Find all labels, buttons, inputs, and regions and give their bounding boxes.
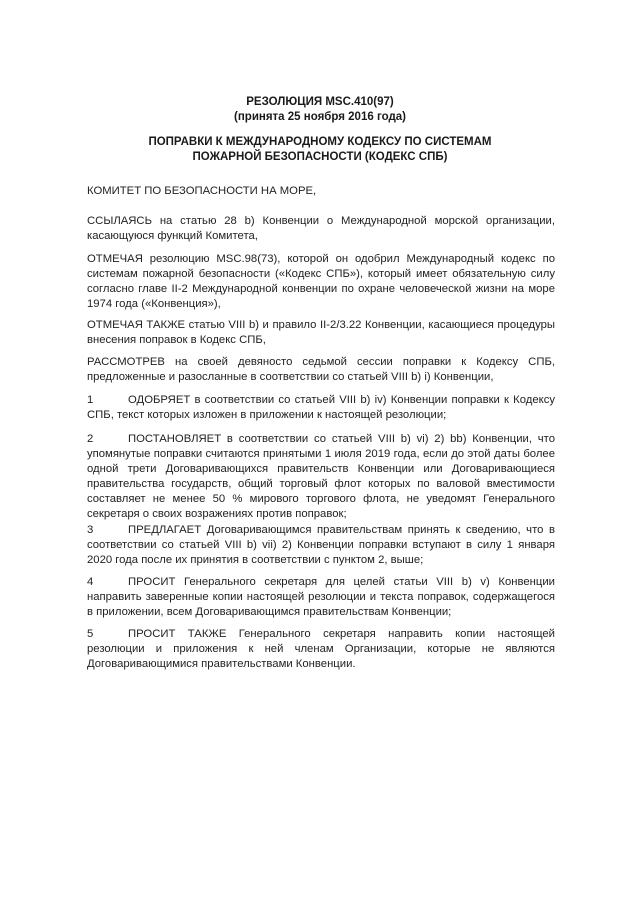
paragraph-line: резолюции и приложения к ней членам Организации, которые не являются	[87, 643, 555, 655]
paragraph-line	[87, 627, 555, 642]
resolution-heading	[0, 95, 640, 125]
paragraph-number: 4	[87, 576, 94, 588]
resolution-title: РЕЗОЛЮЦИЯ MSC.410(97)	[246, 96, 394, 108]
amendments-heading	[0, 135, 640, 165]
paragraph-line	[87, 432, 555, 447]
paragraph-line: Договаривающимися правительствами Конвенции.	[87, 658, 356, 670]
paragraph-line: направить заверенные копии настоящей резолюции и текста поправок, содержащегося	[87, 591, 555, 603]
paragraph-line-text: ПРЕДЛАГАЕТ Договаривающимся правительствам принять к сведению, что в	[128, 524, 555, 536]
paragraph-line	[87, 523, 555, 538]
paragraph-line: РАССМОТРЕВ на своей девяносто седьмой сессии поправки к Кодексу СПБ,	[87, 356, 555, 368]
paragraph-line: согласно главе II-2 Международной конвенции по охране человеческой жизни на море	[87, 283, 555, 295]
operative-paragraph-1	[87, 393, 555, 423]
paragraph-line: секретаря о своих возражениях против поправок;	[87, 508, 347, 520]
noting-also-paragraph	[87, 318, 555, 348]
paragraph-line-text: ПОСТАНОВЛЯЕТ в соответствии со статьей VIII b) vi) 2) bb) Конвенции, что	[128, 433, 555, 445]
paragraph-line: ССЫЛАЯСЬ на статью 28 b) Конвенции о Международной морской организации,	[87, 215, 555, 227]
operative-paragraph-3	[87, 523, 555, 568]
paragraph-line: 1974 года («Конвенция»),	[87, 298, 221, 310]
operative-paragraph-5	[87, 627, 555, 672]
paragraph-number: 1	[87, 394, 94, 406]
amendments-title-line-2: ПОЖАРНОЙ БЕЗОПАСНОСТИ (КОДЕКС СПБ)	[192, 151, 448, 163]
paragraph-line: системам пожарной безопасности («Кодекс СПБ»), который имеет обязательную силу	[87, 268, 555, 280]
noting-paragraph	[87, 252, 555, 312]
paragraph-line: соответствии со статьей VIII b) vii) 2) Конвенции поправки вступают в силу 1 января	[87, 539, 555, 551]
paragraph-line: одной трети Договаривающихся правительств Конвенции или Договаривающиеся	[87, 463, 555, 475]
paragraph-line: касающуюся функций Комитета,	[87, 230, 258, 242]
paragraph-line: в приложении, всем Договаривающимся правительствам Конвенции;	[87, 606, 452, 618]
paragraph-line	[87, 575, 555, 590]
operative-paragraph-2	[87, 432, 555, 522]
paragraph-line: внесения поправок в Кодекс СПБ,	[87, 334, 266, 346]
paragraph-line: предложенные и разосланные в соответствии со статьей VIII b) i) Конвенции,	[87, 371, 494, 383]
adopted-date: (принята 25 ноября 2016 года)	[234, 111, 406, 123]
paragraph-number: 5	[87, 628, 94, 640]
paragraph-line: ОТМЕЧАЯ ТАКЖЕ статью VIII b) и правило II-2/3.22 Конвенции, касающиеся процедуры	[87, 319, 555, 331]
committee-text: КОМИТЕТ ПО БЕЗОПАСНОСТИ НА МОРЕ,	[87, 185, 317, 197]
operative-paragraph-4	[87, 575, 555, 620]
paragraph-line: 2020 года после их принятия в соответствии с пунктом 2, выше;	[87, 554, 424, 566]
paragraph-line: СПБ, текст которых изложен в приложении к настоящей резолюции;	[87, 409, 447, 421]
having-considered-paragraph	[87, 355, 555, 385]
paragraph-line: правительства государств, общий торговый флот которых по валовой вместимости	[87, 478, 555, 490]
paragraph-line-text: ОДОБРЯЕТ в соответствии со статьей VIII b) iv) Конвенции поправки к Кодексу	[128, 394, 555, 406]
paragraph-line: ОТМЕЧАЯ резолюцию MSC.98(73), которой он одобрил Международный кодекс по	[87, 253, 555, 265]
committee-line	[87, 184, 555, 199]
recalling-paragraph	[87, 214, 555, 244]
paragraph-number: 3	[87, 524, 94, 536]
paragraph-number: 2	[87, 433, 94, 445]
paragraph-line: составляет не менее 50 % мирового торгового флота, не уведомят Генерального	[87, 493, 555, 505]
paragraph-line	[87, 393, 555, 408]
amendments-title-line-1: ПОПРАВКИ К МЕЖДУНАРОДНОМУ КОДЕКСУ ПО СИСТЕМАМ	[148, 136, 492, 148]
paragraph-line: упомянутые поправки считаются принятыми 1 июля 2019 года, если до этой даты более	[87, 448, 555, 460]
paragraph-line-text: ПРОСИТ Генерального секретаря для целей статьи VIII b) v) Конвенции	[128, 576, 555, 588]
paragraph-line-text: ПРОСИТ ТАКЖЕ Генерального секретаря направить копии настоящей	[128, 628, 555, 640]
